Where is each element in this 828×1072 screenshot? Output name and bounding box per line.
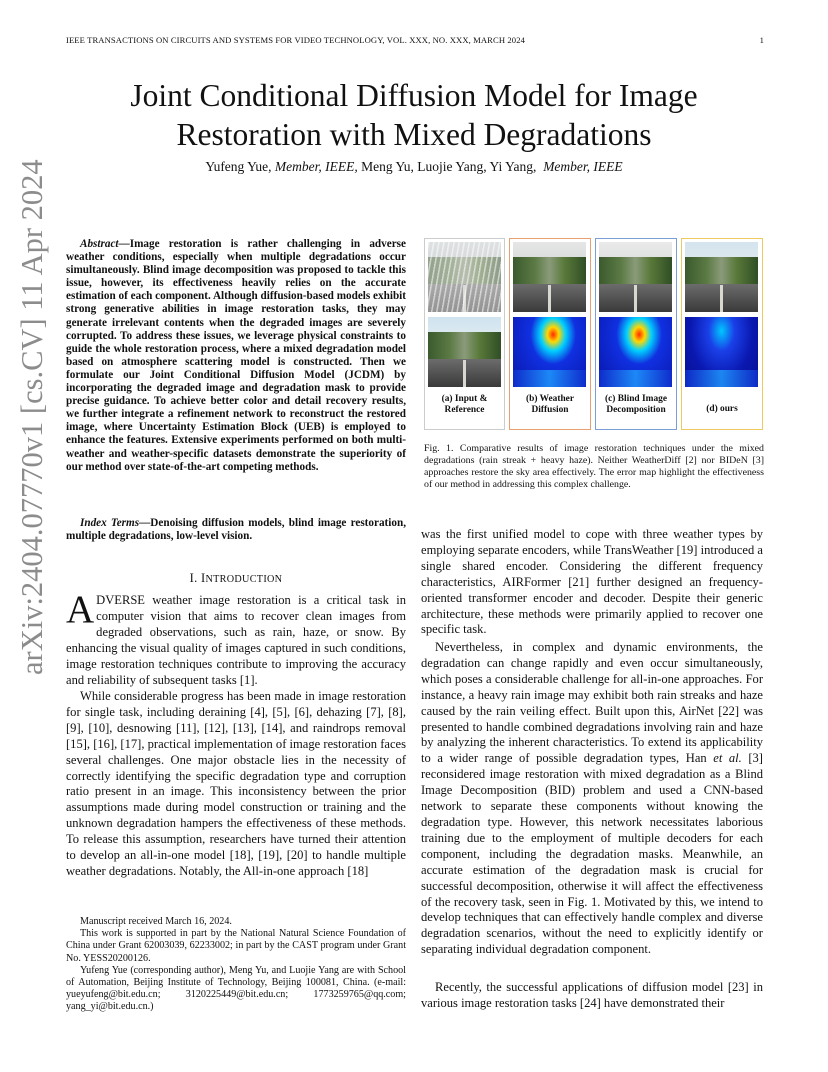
journal-running-head: IEEE TRANSACTIONS ON CIRCUITS AND SYSTEMS FOR VIDEO TECHNOLOGY, VOL. XXX, NO. XXX, MARCH 2024 [66, 35, 525, 45]
intro-paragraph-1 [66, 588, 406, 688]
right-paragraph-2 [421, 640, 763, 958]
abstract [66, 238, 406, 474]
et-al: et al. [713, 751, 742, 766]
figure-panel-input-reference [424, 238, 505, 430]
section-heading-introduction [66, 571, 406, 586]
weather-diffusion-error-map [513, 317, 586, 387]
index-terms [66, 517, 406, 543]
author-1-membership: Member, IEEE, [274, 159, 358, 174]
our-error-map [685, 317, 758, 387]
degraded-input-image [428, 242, 501, 312]
intro-paragraph-1-text: DVERSE weather image restoration is a critical task in computer vision that aims to recover clean images from degraded observations, such as rain, haze, or snow. By enhancing the visual quality of images captured in such conditions, image restoration techniques contribute to improving the accuracy and reliability of subsequent tasks [1]. [66, 593, 406, 687]
figure-1-caption: Fig. 1. Comparative results of image restoration techniques under the mixed degradations (rain streak + heavy haze). Neither WeatherDiff [2] nor BIDeN [3] approaches restore the sky area effectively. The error map highlight the effectiveness of our method in addressing this complex challenge. [424, 443, 764, 491]
right-paragraph-2-part-2: [3] reconsidered image restoration with mixed degradation as a Blind Image Decomposition (BID) problem and used a CNN-based network to separate these components without knowing the degradation type. However, this network necessitates laborious training due to the employment of multiple decoders for each component, including the degradation masks. Meanwhile, an accurate estimation of the degradation mask is crucial for successful decomposition, otherwise it will affect the effectiveness of the recovery task, seen in Fig. 1. Motivated by this, we intend to develop techniques that can effectively handle complex and diverse degradation scenarios, without the need to explicitly identify or separating individual degradation component. [421, 751, 763, 957]
intro-paragraph-2: While considerable progress has been made in image restoration for single task, including deraining [4], [5], [6], dehazing [7], [8], [9], [10], desnowing [11], [12], [13], [14], and raindrops removal [15], [16], [17], practical implementation of image restoration faces several challenges. One major obstacle lies in the necessity of correctly identifying the specific degradation type and corruption ratio present in an image. This inconsistency between the prior assumptions made during model construction or training and the unknown degradation hampers the effectiveness of these methods. To release this assumption, researchers have turned their attention to develop an all-in-one model [18], [19], [20] to handle multiple weather degradations. Notably, the All-in-one approach [18] [66, 689, 406, 878]
panel-d-caption: (d) ours [706, 404, 738, 414]
panel-c-caption: (c) Blind Image Decomposition [605, 394, 667, 415]
footnotes [66, 916, 406, 1014]
title-line-2: Restoration with Mixed Degradations [176, 117, 652, 152]
abstract-label: Abstract [80, 238, 119, 250]
index-terms-label: Index Terms [80, 517, 140, 529]
figure-1 [424, 238, 763, 430]
index-terms-text: —Denoising diffusion models, blind image restoration, multiple degradations, low-level vision. [66, 517, 406, 543]
panel-a-caption: (a) Input & Reference [441, 394, 488, 415]
authors-2-to-4: Meng Yu, Luojie Yang, Yi Yang, [361, 159, 537, 174]
footnote-funding: This work is supported in part by the National Natural Science Foundation of China under Grant 62003039, 62233002; in part by the CAST program under Grant No. YESS20200126. [66, 928, 406, 964]
paper-title [60, 76, 768, 154]
abstract-text: —Image restoration is rather challenging in adverse weather conditions, especially when multiple degradations occur simultaneously. Blind image decomposition was proposed to tackle this issue, however, its effectiveness heavily relies on the accurate estimation of each component. Although diffusion-based models exhibit strong generative abilities in image restoration tasks, they may generate irrelevant contents when the degraded images are severely corrupted. To address these issues, we leverage physical constraints to guide the whole restoration process, where a mixed degradation model based on atmosphere scattering model is constructed. Then we formulate our Joint Conditional Diffusion Model (JCDM) by incorporating the degraded image and degradation mask to provide precise guidance. To achieve better color and detail recovery results, we further integrate a refinement network to reconstruct the restored image, where Uncertainty Estimation Block (UEB) is employed to enhance the features. Extensive experiments performed on both multi-weather and weather-specific datasets demonstrate the superiority of our method over state-of-the-art competing methods. [66, 238, 407, 473]
title-line-1: Joint Conditional Diffusion Model for Image [130, 78, 698, 113]
weather-diffusion-result-image [513, 242, 586, 312]
arxiv-identifier-stamp: arXiv:2404.07770v1 [cs.CV] 11 Apr 2024 [15, 159, 49, 675]
author-4-membership: Member, IEEE [543, 159, 623, 174]
author-1: Yufeng Yue, [205, 159, 272, 174]
reference-image [428, 317, 501, 387]
panel-b-caption: (b) Weather Diffusion [526, 394, 574, 415]
right-paragraph-1: was the first unified model to cope with three weather types by employing separate encoders, while TransWeather [19] introduced a single shared encoder. Considering the different frequency characteristics, AIRFormer [21] further designed an frequency-oriented transformer encoder and decoder. Despite their generic architecture, these methods were primarily applied to recover one specific task. [421, 527, 763, 637]
bid-result-image [599, 242, 672, 312]
figure-panel-blind-image-decomposition [595, 238, 677, 430]
footnote-manuscript: Manuscript received March 16, 2024. [80, 916, 232, 927]
figure-panel-ours [681, 238, 763, 430]
figure-panel-weather-diffusion [509, 238, 591, 430]
section-numeral: I. I [189, 571, 206, 585]
drop-cap: A [66, 588, 95, 631]
author-list [60, 159, 768, 175]
right-paragraph-3: Recently, the successful applications of diffusion model [23] in various image restoration tasks [24] have demonstrated their [421, 980, 763, 1010]
bid-error-map [599, 317, 672, 387]
footnote-affiliation: Yufeng Yue (corresponding author), Meng Yu, and Luojie Yang are with School of Automation, Beijing Institute of Technology, Beijing 100081, China. (e-mail: yueyufeng@bit.edu.cn; 3120225449@bit.edu.cn; 1773259765@qq.com; yang_yi@bit.edu.cn.) [66, 964, 406, 1013]
running-header [66, 35, 764, 47]
our-result-image [685, 242, 758, 312]
page-number: 1 [759, 35, 764, 45]
section-name: NTRODUCTION [205, 574, 283, 585]
right-paragraph-2-part-1: Nevertheless, in complex and dynamic environments, the degradation can change rapidly and even occur simultaneously, which poses a considerable challenge for all-in-one approaches. For instance, a heavy rain image may exhibit both rain streaks and haze caused by the rain veiling effect. Built upon this, AirNet [22] was presented to handle combined degradations involving rain and haze by analyzing the inherent characteristics. To extend its applicability to a wider range of possible degradation types, Han [421, 640, 763, 766]
